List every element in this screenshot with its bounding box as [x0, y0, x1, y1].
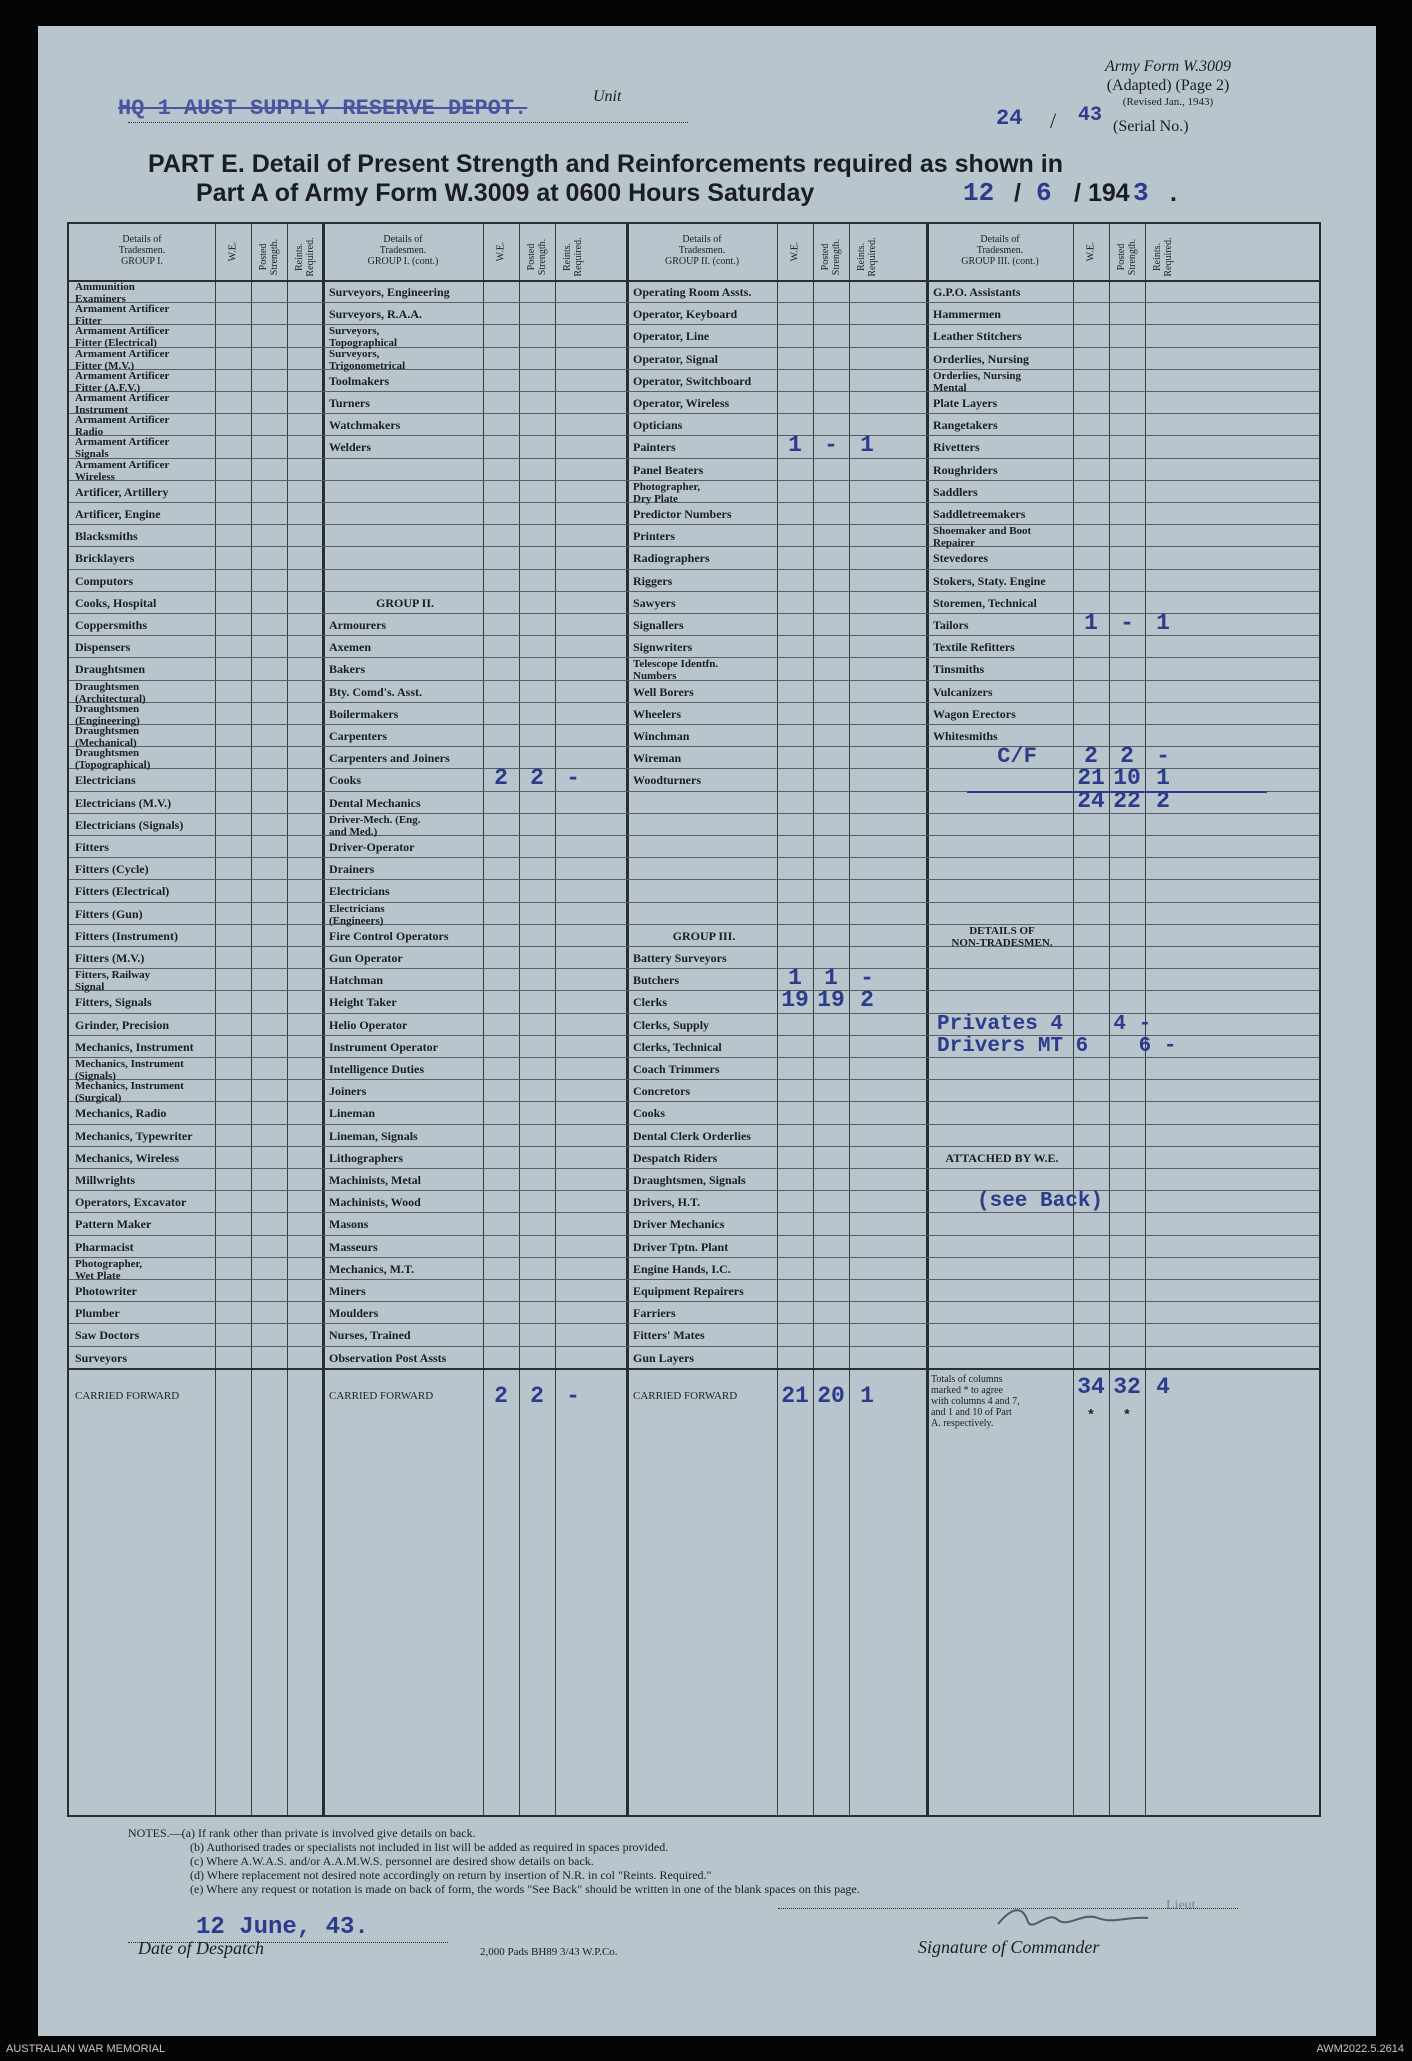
cf-label: C/F: [997, 744, 1037, 770]
row-label-3: Whitesmiths: [933, 729, 998, 743]
drivers-entry: Drivers MT 6 6 -: [937, 1034, 1177, 1058]
row-label-2: Signallers: [633, 618, 684, 632]
row-label-2: Battery Surveyors: [633, 951, 727, 965]
row-label-0: Fitters (Cycle): [75, 862, 149, 877]
row-line: [69, 1235, 1319, 1236]
row-label-0: Surveyors: [75, 1350, 127, 1365]
row-label-2: Engine Hands, I.C.: [633, 1261, 731, 1276]
row-label-1: Carpenters and Joiners: [329, 751, 450, 766]
note-line: (c) Where A.W.A.S. and/or A.A.M.W.S. personnel are desired show details on back.: [190, 1854, 594, 1868]
form-sheet: Army Form W.3009 (Adapted) (Page 2) (Revised Jan., 1943) HQ 1 AUST SUPPLY RESERVE DEPOT. Unit 24 / 43 (Serial No.) PART E. Detail of Present Strength and Reinforcements required as shown in Part A of Army Form W.3009 at 0600 Hours Saturday 12 / 6 / 194 3 . Details of Tradesmen. GROUP I. W.E. Posted Strength. Reints. Required. Details of Tradesmen. GROUP I. (cont.) W.E. Posted Strength. Reints. Required. Details of Tradesmen. GROUP II. (cont.) W.E. Posted Strength. Reints. Required. Details of Tradesmen. GROUP III. (cont.) W.E. Posted Strength. Reints. Required. Ammunition Examiners Armament Artificer Fitter Armament Artificer Fitter (Electrical) Armament Artificer Fitter (M.V.) Armament Artificer Fitter (A.F.V.) Armament Artificer Instrument Armament Artificer Radio Armament Artificer Signals Armament Artificer Wireless Artificer, Artillery Artificer, Engine Blacksmiths Bricklayers Computors Cooks, Hospital Coppersmiths Dispensers Draughtsmen Draughtsmen (Architectural) Draughtsmen (Engineering) Draughtsmen (Mechanical) Draughtsmen (Topographical) Electricians Electricians (M.V.) Electricians (Signals) Fitters Fitters (Cycle) Fitters (Electrical) Fitters (Gun) Fitters (Instrument) Fitters (M.V.) Fitters, Railway Signal Fitters, Signals Grinder, Precision Mechanics, Instrument Mechanics, Instrument (Signals) Mechanics, Instrument (Surgical) Mechanics, Radio Mechanics, Typewriter Mechanics, Wireless Millwrights Operators, Excavator Pattern Maker Pharmacist Photographer, Wet Plate Photowriter Plumber Saw Doctors Surveyors Surveyors, Engineering Surveyors, R.A.A. Surveyors, Topographical Surveyors, Trigonometrical Toolmakers Turners Watchmakers Welders GROUP II. Armourers Axemen Bakers Bty. Comd's. Asst. Boilermakers Carpenters Carpenters and Joiners Cooks Dental Mechanics Driver-Mech. (Eng. and Med.) Driver-Operator Drainers Electricians Electricians (Engineers) Fire Control Operators Gun Operator Hatchman Height Taker Helio Operator Instrument Operator Intelligence Duties Joiners Lineman Lineman, Signals Lithographers Machinists, Metal Machinists, Wood Masons Masseurs Mechanics, M.T. Miners Moulders Nurses, Trained Observation Post Assts Operating Room Assts. Operator, Keyboard Operator, Line Operator, Signal Operator, Switchboard Operator, Wireless Opticians Painters Panel Beaters Photographer, Dry Plate Predictor Numbers Printers Radiographers Riggers Sawyers Signallers Signwriters Telescope Identfn. Numbers Well Borers Wheelers Winchman Wireman Woodturners GROUP III. Battery Surveyors Butchers Clerks Clerks, Supply Clerks, Technical Coach Trimmers Concretors Cooks Dental Clerk Orderlies Despatch Riders Draughtsmen, Signals Drivers, H.T. Driver Mechanics Driver Tptn. Plant Engine Hands, I.C. Equipment Repairers Farriers Fitters' Mates Gun Layers G.P.O. Assistants Hammermen Leather Stitchers Orderlies, Nursing Orderlies, Nursing Mental Plate Layers Rangetakers Rivetters Roughriders Saddlers Saddletreemakers Shoemaker and Boot Repairer Stevedores Stokers, Staty. Engine Storemen, Technical Tailors Textile Refitters Tinsmiths Vulcanizers Wagon Erectors Whitesmiths DETAILS OF NON-TRADESMEN. ATTACHED BY W.E. 1 - 1 1 - 1 2 2 - 1 1 - 19 19 2 2 2 - 21 10 1 24 22 2 C/F Privates 4 4 - Drivers MT 6 6 - (see Back) CARRIED FORWARD CARRIED FORWARD CARRIED FORWARD 2 2 - 21 20 1 Totals of columns marked * to agree with columns 4 and 7, and 1 and 10 of Part A. respectively. 34 32 4 * * NOTES.—(a) If rank other than private is involved give details on back. (b) Authorised trades or specialists not included in list will be added as required in spaces provided. (c) Where A.W.A.S. and/or A.A.M.W.S. personnel are desired show details on back. (d) Where replacement not desired note accordingly on return by insertion of N.R. in col "Reints. Required." (e) Where any request or notation is made on back of form, the words "See Back" should be written in one of the blank spaces on this page. 12 June, 43. Date of Despatch 2,000 Pads BH89 3/43 W.P.Co. Lieut. Signature of Commander: [38, 26, 1376, 2036]
row-label-1: Gun Operator: [329, 951, 403, 965]
row-label-0: Photowriter: [75, 1284, 137, 1298]
row-line: [69, 591, 1319, 592]
row-label-2: Clerks, Technical: [633, 1039, 722, 1054]
row-label-0: Fitters (Electrical): [75, 884, 170, 899]
privates-entry: Privates 4 4 -: [937, 1012, 1152, 1036]
row-label-0: Mechanics, Wireless: [75, 1150, 179, 1165]
row-line: [69, 990, 1319, 991]
row-label-1: Turners: [329, 396, 370, 410]
row-label-3: Wagon Erectors: [933, 706, 1016, 721]
row-label-0: Electricians (M.V.): [75, 795, 172, 810]
row-label-2: Wireman: [633, 751, 682, 766]
row-label-1: Moulders: [329, 1306, 379, 1321]
row-label-0: Armament Artificer Radio: [75, 414, 170, 439]
column-line: [483, 224, 484, 1815]
row-label-1: Lineman: [329, 1106, 376, 1121]
column-line: [215, 224, 216, 1815]
form-revised: (Revised Jan., 1943): [1122, 96, 1214, 108]
note-line: (d) Where replacement not desired note accordingly on return by insertion of N.R. in col "Reints. Required.": [190, 1868, 712, 1882]
cf-g2-1: 20: [817, 1382, 845, 1409]
row-label-2: Driver Mechanics: [633, 1217, 725, 1232]
row-label-2: Fitters' Mates: [633, 1328, 705, 1343]
strength-table: [67, 222, 1321, 1817]
star-mark: *: [1122, 1407, 1132, 1424]
row-label-0: Artificer, Engine: [75, 507, 161, 521]
form-name: Army Form W.3009: [1104, 58, 1232, 75]
row-label-0: Artificer, Artillery: [75, 484, 169, 499]
cf-g2-0: 21: [781, 1382, 809, 1409]
column-line: [849, 224, 850, 1815]
row-line: [69, 391, 1319, 392]
row-line: [69, 968, 1319, 969]
row-line: [69, 369, 1319, 370]
row-label-1: Surveyors, Trigonometrical: [329, 347, 406, 372]
row-label-2: Winchman: [633, 729, 690, 743]
row-label-2: GROUP III.: [672, 928, 736, 943]
row-label-2: Cooks: [633, 1106, 666, 1121]
cooks-value-1: 2: [530, 765, 544, 792]
row-line: [69, 835, 1319, 836]
row-label-1: Watchmakers: [329, 418, 401, 433]
column-line: [287, 224, 288, 1815]
row-label-3: Plate Layers: [933, 396, 998, 410]
row-label-3: DETAILS OF NON-TRADESMEN.: [951, 924, 1053, 949]
note-line: (e) Where any request or notation is made on back of form, the words "See Back" should be written in one of the blank spaces on this page.: [190, 1882, 860, 1896]
row-label-2: Painters: [633, 440, 676, 455]
row-label-0: Fitters, Railway Signal: [75, 969, 151, 994]
row-label-1: Masseurs: [329, 1239, 378, 1254]
column-line: [555, 224, 556, 1815]
row-label-2: Signwriters: [633, 640, 693, 655]
subtotal-value-1: 10: [1113, 765, 1141, 792]
row-label-2: Operating Room Assts.: [633, 285, 752, 299]
cf-value-2: -: [1156, 743, 1170, 770]
row-label-1: Surveyors, Topographical: [329, 325, 398, 350]
row-label-3: Rivetters: [933, 440, 980, 455]
row-label-2: Opticians: [633, 418, 683, 433]
unit-dotline: [128, 122, 688, 123]
cooks-value-2: -: [566, 765, 580, 792]
row-label-3: Stokers, Staty. Engine: [933, 573, 1046, 588]
row-line: [69, 1346, 1319, 1347]
row-label-2: Draughtsmen, Signals: [633, 1173, 746, 1187]
column-header-details: Details of Tradesmen. GROUP III. (cont.): [961, 234, 1039, 267]
row-label-0: Fitters, Signals: [75, 995, 152, 1010]
row-label-1: Joiners: [329, 1084, 367, 1099]
row-label-3: Saddlers: [933, 484, 978, 499]
row-line: [69, 1101, 1319, 1102]
row-line: [69, 569, 1319, 570]
row-label-0: Fitters (Instrument): [75, 928, 178, 943]
row-label-0: Armament Artificer Fitter (Electrical): [75, 325, 170, 350]
printer-mark: 2,000 Pads BH89 3/43 W.P.Co.: [480, 1946, 618, 1958]
row-label-2: Clerks, Supply: [633, 1017, 710, 1032]
serial-b: 43: [1078, 104, 1103, 127]
row-label-0: Plumber: [75, 1306, 120, 1321]
row-label-1: Cooks: [329, 773, 362, 788]
painters-value-2: 1: [860, 432, 874, 459]
row-label-3: Shoemaker and Boot Repairer: [933, 525, 1032, 550]
row-label-1: Miners: [329, 1284, 366, 1298]
row-label-0: Armament Artificer Wireless: [75, 458, 170, 483]
row-label-1: Electricians (Engineers): [329, 902, 385, 927]
row-line: [69, 902, 1319, 903]
clerks-value-1: 19: [817, 987, 845, 1014]
row-label-1: Instrument Operator: [329, 1039, 438, 1054]
row-label-0: Armament Artificer Fitter: [75, 303, 170, 328]
subtotal-value-2: 1: [1156, 765, 1170, 792]
row-label-1: Armourers: [329, 618, 387, 632]
row-label-0: Electricians (Signals): [75, 817, 184, 832]
subtotal-value-0: 21: [1077, 765, 1105, 792]
row-label-0: Cooks, Hospital: [75, 595, 157, 610]
row-line: [69, 546, 1319, 547]
row-label-0: Photographer, Wet Plate: [75, 1257, 143, 1282]
cf-g1-1: 2: [530, 1382, 544, 1409]
cf-label-2: CARRIED FORWARD: [633, 1389, 738, 1402]
row-label-0: Mechanics, Instrument (Surgical): [75, 1080, 184, 1105]
notes-block: [128, 1826, 1228, 1896]
row-label-2: Equipment Repairers: [633, 1284, 744, 1298]
row-line: [69, 1168, 1319, 1169]
cf-g1-0: 2: [494, 1382, 508, 1409]
row-label-3: Orderlies, Nursing Mental: [933, 369, 1021, 394]
row-label-0: Computors: [75, 573, 134, 588]
star-mark: *: [1086, 1407, 1096, 1424]
row-label-0: Electricians: [75, 773, 136, 788]
row-line: [69, 1257, 1319, 1258]
row-label-1: Driver-Mech. (Eng. and Med.): [329, 813, 421, 838]
row-line: [69, 1079, 1319, 1080]
row-label-2: Riggers: [633, 573, 673, 588]
column-line: [813, 224, 814, 1815]
row-label-1: Welders: [329, 440, 371, 455]
row-label-0: Fitters (M.V.): [75, 951, 145, 965]
cf-g2-2: 1: [860, 1382, 874, 1409]
row-line: [69, 924, 1319, 925]
row-label-0: Millwrights: [75, 1173, 135, 1187]
row-label-1: Surveyors, Engineering: [329, 285, 450, 299]
title-line-2: Part A of Army Form W.3009 at 0600 Hours Saturday: [196, 179, 815, 207]
archive-right: AWM2022.5.2614: [1316, 2043, 1404, 2055]
row-line: [69, 879, 1319, 880]
row-label-0: Mechanics, Instrument: [75, 1039, 194, 1054]
row-label-3: Vulcanizers: [933, 684, 993, 699]
group-divider: [926, 224, 929, 1815]
clerks-value-0: 19: [781, 987, 809, 1014]
row-label-0: Operators, Excavator: [75, 1195, 187, 1210]
row-label-1: Machinists, Wood: [329, 1195, 421, 1210]
row-label-2: Driver Tptn. Plant: [633, 1239, 729, 1254]
row-label-2: Well Borers: [633, 684, 694, 699]
row-label-0: Draughtsmen (Mechanical): [75, 725, 140, 749]
row-label-1: Drainers: [329, 862, 375, 877]
row-label-0: Draughtsmen: [75, 662, 146, 677]
row-label-3: Leather Stitchers: [933, 329, 1022, 344]
row-line: [69, 1146, 1319, 1147]
despatch-date-label: Date of Despatch: [138, 1938, 264, 1958]
column-header-we: W.E.: [227, 241, 239, 262]
row-label-1: Lithographers: [329, 1150, 404, 1165]
column-header-we: W.E.: [495, 241, 507, 262]
butchers-value-0: 1: [788, 965, 802, 992]
row-label-1: Boilermakers: [329, 706, 399, 721]
cf-totals-2: 4: [1156, 1373, 1170, 1400]
row-label-0: Dispensers: [75, 640, 131, 655]
row-label-0: Grinder, Precision: [75, 1017, 169, 1032]
row-label-0: Draughtsmen (Engineering): [75, 702, 140, 727]
row-label-3: ATTACHED BY W.E.: [945, 1150, 1059, 1165]
tailors-value-2: 1: [1156, 610, 1170, 636]
row-label-1: Axemen: [329, 640, 371, 655]
row-label-2: Sawyers: [633, 595, 676, 610]
row-label-2: Predictor Numbers: [633, 507, 732, 521]
row-label-0: Armament Artificer Fitter (A.F.V.): [75, 369, 170, 394]
row-label-1: Bty. Comd's. Asst.: [329, 684, 423, 699]
row-label-1: Height Taker: [329, 995, 397, 1010]
total-value-2: 2: [1156, 787, 1170, 814]
row-label-1: Mechanics, M.T.: [329, 1261, 415, 1276]
despatch-date: 12 June, 43.: [196, 1914, 369, 1941]
cf-rule: [69, 1368, 1319, 1370]
row-label-2: Gun Layers: [633, 1350, 695, 1365]
row-line: [69, 1301, 1319, 1302]
row-label-3: Saddletreemakers: [933, 507, 1026, 521]
column-header-posted: Posted Strength.: [1116, 238, 1138, 276]
row-label-1: Carpenters: [329, 729, 387, 743]
row-label-1: Machinists, Metal: [329, 1173, 421, 1187]
total-value-0: 24: [1077, 787, 1105, 814]
row-label-1: GROUP II.: [375, 595, 434, 610]
column-header-details: Details of Tradesmen. GROUP I.: [118, 234, 166, 267]
row-label-0: Armament Artificer Fitter (M.V.): [75, 347, 170, 372]
row-label-2: Farriers: [633, 1306, 676, 1321]
row-label-3: Rangetakers: [933, 418, 998, 433]
row-label-1: Fire Control Operators: [329, 928, 449, 943]
column-line: [519, 224, 520, 1815]
clerks-value-2: 2: [860, 987, 874, 1014]
title-month: 6: [1036, 178, 1052, 208]
form-adapted: (Adapted) (Page 2): [1106, 77, 1230, 94]
row-label-2: Woodturners: [633, 773, 702, 788]
row-label-0: Mechanics, Instrument (Signals): [75, 1058, 184, 1082]
painters-value-0: 1: [788, 432, 802, 459]
cf-label-1: CARRIED FORWARD: [329, 1389, 434, 1402]
column-header-reints: Reints. Required.: [562, 237, 584, 277]
cf-label-0: CARRIED FORWARD: [75, 1389, 180, 1402]
row-label-2: Operator, Wireless: [633, 396, 730, 410]
row-label-1: Surveyors, R.A.A.: [329, 307, 422, 322]
totals-note: Totals of columns marked * to agree with columns 4 and 7, and 1 and 10 of Part A. respectively.: [931, 1373, 1020, 1429]
row-line: [69, 857, 1319, 858]
column-header-posted: Posted Strength.: [526, 238, 548, 276]
row-label-3: G.P.O. Assistants: [933, 285, 1021, 299]
row-label-1: Lineman, Signals: [329, 1128, 418, 1143]
cf-totals-0: 34: [1077, 1373, 1105, 1400]
column-header-reints: Reints. Required.: [856, 237, 878, 277]
row-label-2: Coach Trimmers: [633, 1062, 720, 1076]
row-label-0: Coppersmiths: [75, 618, 148, 632]
row-label-0: Draughtsmen (Topographical): [75, 747, 151, 772]
column-header-reints: Reints. Required.: [294, 237, 316, 277]
row-label-0: Mechanics, Typewriter: [75, 1128, 193, 1143]
row-label-0: Fitters (Gun): [75, 906, 143, 921]
row-label-0: Fitters: [75, 840, 109, 854]
row-label-2: Printers: [633, 529, 675, 544]
row-label-3: Hammermen: [933, 307, 1001, 322]
stamp-rank: Lieut.: [1166, 1898, 1200, 1913]
row-label-1: Hatchman: [329, 973, 383, 988]
row-label-1: Observation Post Assts: [329, 1350, 447, 1365]
row-label-2: Telescope Identfn. Numbers: [633, 658, 719, 683]
cooks-value-0: 2: [494, 765, 508, 792]
title-year: 194: [1088, 179, 1130, 207]
row-label-1: Nurses, Trained: [329, 1328, 411, 1343]
row-label-1: Intelligence Duties: [329, 1062, 424, 1076]
butchers-value-1: 1: [824, 965, 838, 992]
unit-label: Unit: [593, 88, 622, 105]
row-label-0: Pharmacist: [75, 1239, 134, 1254]
column-line: [777, 224, 778, 1815]
row-label-2: Wheelers: [633, 706, 681, 721]
row-label-2: Concretors: [633, 1084, 691, 1099]
row-label-3: Tinsmiths: [933, 662, 985, 677]
row-line: [69, 1323, 1319, 1324]
row-label-0: Mechanics, Radio: [75, 1106, 167, 1121]
row-label-3: Storemen, Technical: [933, 595, 1037, 610]
cf-g1-2: -: [566, 1382, 580, 1409]
serial-a: 24: [996, 106, 1023, 131]
row-label-1: Dental Mechanics: [329, 795, 421, 810]
row-label-0: Saw Doctors: [75, 1328, 140, 1343]
row-line: [69, 524, 1319, 525]
title-line-1: PART E. Detail of Present Strength and Reinforcements required as shown in: [148, 150, 1063, 178]
note-line: (b) Authorised trades or specialists not included in list will be added as required in spaces provided.: [190, 1840, 669, 1854]
row-line: [69, 1124, 1319, 1125]
column-header-posted: Posted Strength.: [258, 238, 280, 276]
row-label-3: Roughriders: [933, 462, 998, 477]
painters-value-1: -: [824, 432, 838, 459]
cf-value-0: 2: [1084, 743, 1098, 770]
row-label-0: Pattern Maker: [75, 1217, 152, 1232]
row-label-1: Toolmakers: [329, 373, 390, 388]
group-divider: [322, 224, 325, 1815]
row-line: [69, 413, 1319, 414]
column-header-details: Details of Tradesmen. GROUP II. (cont.): [664, 234, 740, 267]
subtotal-rule: [967, 791, 1267, 793]
row-label-2: Radiographers: [633, 551, 710, 566]
column-header-we: W.E.: [1085, 241, 1097, 262]
row-label-0: Blacksmiths: [75, 529, 138, 544]
row-line: [69, 702, 1319, 703]
row-label-0: Armament Artificer Signals: [75, 436, 170, 461]
row-label-2: Panel Beaters: [633, 462, 704, 477]
cf-totals-1: 32: [1113, 1373, 1141, 1400]
row-line: [69, 435, 1319, 436]
group-divider: [626, 224, 629, 1815]
column-header-posted: Posted Strength.: [820, 238, 842, 276]
column-header-we: W.E.: [789, 241, 801, 262]
row-label-1: Bakers: [329, 662, 365, 677]
column-header-details: Details of Tradesmen. GROUP I. (cont.): [367, 234, 439, 267]
column-header-reints: Reints. Required.: [1152, 237, 1174, 277]
see-back-entry: (see Back): [977, 1190, 1104, 1214]
row-label-0: Bricklayers: [75, 551, 135, 566]
tailors-value-0: 1: [1084, 610, 1098, 636]
row-label-2: Operator, Switchboard: [633, 373, 752, 388]
note-line: NOTES.—(a) If rank other than private is involved give details on back.: [128, 1826, 476, 1840]
serial-label: (Serial No.): [1113, 118, 1189, 135]
row-label-3: Tailors: [933, 618, 969, 632]
title-year-digit: 3: [1133, 178, 1149, 208]
row-label-1: Driver-Operator: [329, 840, 415, 854]
row-label-2: Butchers: [633, 973, 679, 988]
row-label-1: Electricians: [329, 884, 390, 899]
tailors-value-1: -: [1120, 610, 1134, 636]
title-day: 12: [963, 178, 995, 208]
row-label-3: Textile Refitters: [933, 640, 1015, 655]
row-label-3: Stevedores: [933, 551, 989, 566]
archive-left: AUSTRALIAN WAR MEMORIAL: [6, 2043, 166, 2055]
row-line: [69, 347, 1319, 348]
signature-label: Signature of Commander: [918, 1937, 1100, 1957]
row-label-2: Dental Clerk Orderlies: [633, 1128, 751, 1143]
unit-typed: HQ 1 AUST SUPPLY RESERVE DEPOT.: [118, 96, 528, 121]
row-label-0: Ammunition Examiners: [75, 281, 135, 305]
butchers-value-2: -: [860, 965, 874, 992]
column-line: [251, 224, 252, 1815]
row-line: [69, 458, 1319, 459]
row-line: [69, 724, 1319, 725]
row-label-2: Despatch Riders: [633, 1150, 718, 1165]
row-label-0: Armament Artificer Instrument: [75, 392, 170, 416]
row-label-0: Draughtsmen (Architectural): [75, 680, 146, 705]
row-line: [69, 946, 1319, 947]
row-label-3: Orderlies, Nursing: [933, 351, 1029, 366]
row-label-1: Masons: [329, 1217, 369, 1232]
row-line: [69, 324, 1319, 325]
row-label-2: Operator, Signal: [633, 351, 718, 366]
row-label-2: Photographer, Dry Plate: [633, 480, 701, 505]
row-label-2: Operator, Keyboard: [633, 307, 738, 322]
row-label-1: Helio Operator: [329, 1017, 408, 1032]
row-line: [69, 1279, 1319, 1280]
row-label-2: Clerks: [633, 995, 667, 1010]
row-line: [69, 302, 1319, 303]
cf-value-1: 2: [1120, 743, 1134, 770]
row-label-2: Drivers, H.T.: [633, 1195, 701, 1210]
total-value-1: 22: [1113, 787, 1141, 814]
row-label-2: Operator, Line: [633, 329, 710, 344]
